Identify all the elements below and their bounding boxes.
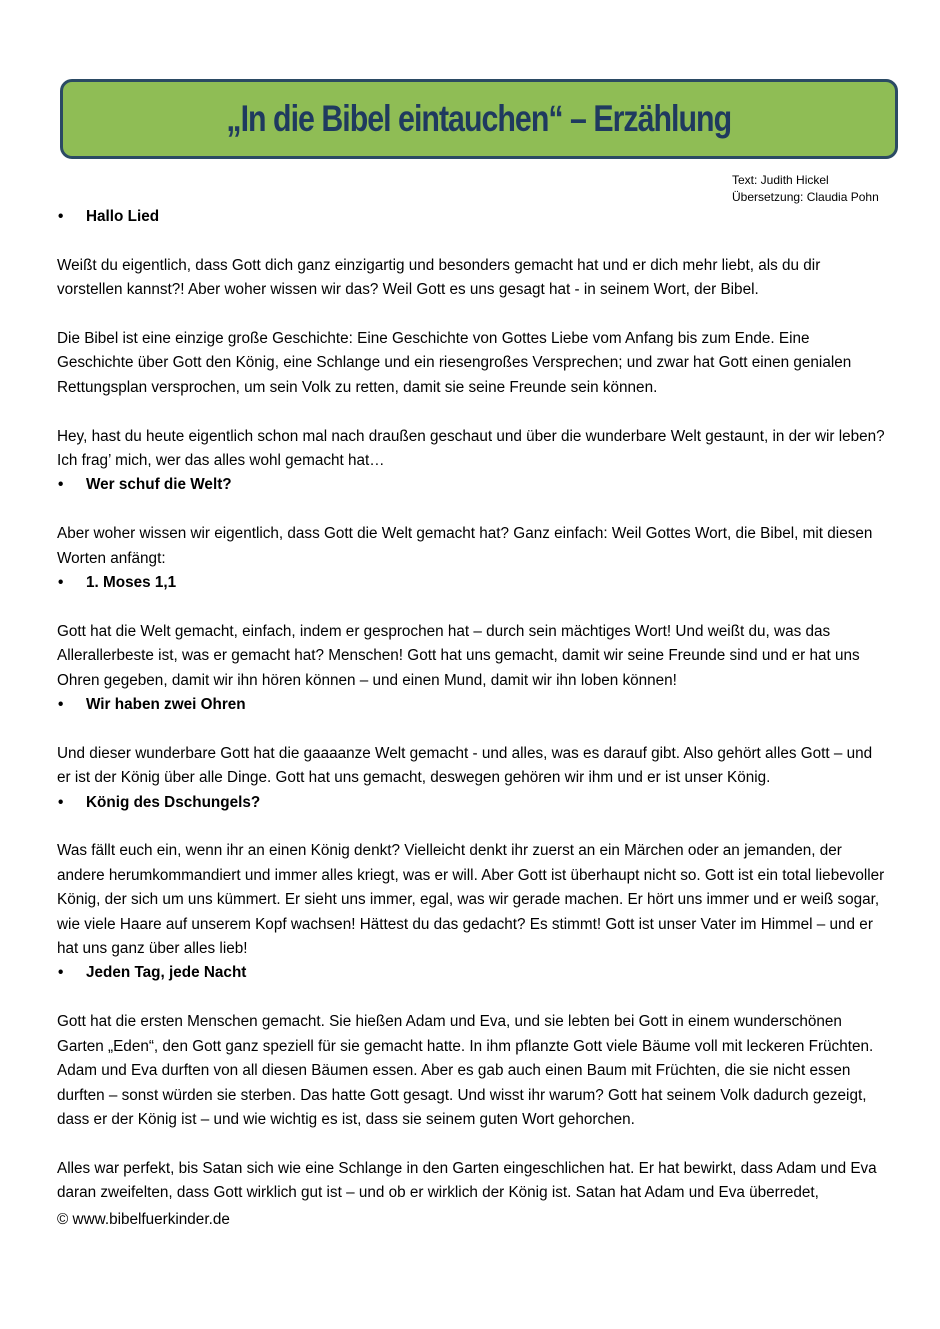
bullet-icon: • <box>58 793 64 811</box>
song-title: Hallo Lied <box>86 208 160 225</box>
song-item <box>57 473 887 497</box>
author-credit: Text: Judith Hickel <box>732 173 829 187</box>
credits <box>732 172 879 206</box>
song-item <box>57 205 887 229</box>
title-banner <box>60 79 898 159</box>
bullet-icon: • <box>58 696 64 714</box>
story-paragraph: Und dieser wunderbare Gott hat die gaaaanze Welt gemacht - und alles, was es darauf gibt. Also gehört alles Gott – und er ist der König über alle Dinge. Gott hat uns gemacht, deswegen gehören wir ihm und er ist unser König. <box>57 744 873 787</box>
copyright-footer: © www.bibelfuerkinder.de <box>57 1211 230 1228</box>
story-paragraph: Aber woher wissen wir eigentlich, dass Gott die Welt gemacht hat? Ganz einfach: Weil Gottes Wort, die Bibel, mit diesen Worten anfängt: <box>57 525 873 567</box>
bullet-icon: • <box>58 964 64 982</box>
song-item <box>57 693 887 717</box>
story-paragraph: Weißt du eigentlich, dass Gott dich ganz einzigartig und besonders gemacht hat und er dich mehr liebt, als du dir vorstellen kannst?! Aber woher wissen wir das? Weil Gott es uns gesagt hat - in seinem Wort, der Bibel. <box>57 256 821 299</box>
bullet-icon: • <box>58 208 64 225</box>
song-item <box>57 571 887 595</box>
page-title: „In die Bibel eintauchen“ – Erzählung <box>226 98 732 139</box>
story-body <box>57 205 887 1206</box>
translator-credit: Übersetzung: Claudia Pohn <box>732 190 879 204</box>
bullet-icon: • <box>58 476 64 494</box>
story-paragraph: Alles war perfekt, bis Satan sich wie eine Schlange in den Garten eingeschlichen hat. Er hat bewirkt, dass Adam und Eva daran zweifelten, dass Gott wirklich gut ist – und ob er wirklich der König ist. Satan hat Adam und Eva überredet, <box>57 1159 877 1202</box>
bullet-icon: • <box>58 574 64 592</box>
story-paragraph: Gott hat die Welt gemacht, einfach, indem er gesprochen hat – durch sein mächtiges Wort! Und weißt du, was das Allerallerbeste ist, was er gemacht hat? Menschen! Gott hat uns gemacht, damit wir seine Freunde sind und er hat uns Ohren gegeben, damit wir ihn hören können – und einen Mund, damit wir ihn loben können! <box>57 622 860 689</box>
song-item <box>57 961 887 985</box>
song-title: Wer schuf die Welt? <box>86 476 232 494</box>
song-title: Jeden Tag, jede Nacht <box>86 964 247 982</box>
song-item <box>57 791 887 815</box>
story-paragraph: Was fällt euch ein, wenn ihr an einen König denkt? Vielleicht denkt ihr zuerst an ein Märchen oder an jemanden, der andere herumkommandiert und immer alles kriegt, was er will. Aber Gott ist überhaupt nicht so. Gott ist ein total liebevoller König, der sich um uns kümmert. Er sieht uns immer, egal, was wir gerade machen. Er hört uns immer und er weiß sogar, wie viele Haare auf unserem Kopf wachsen! Hättest du das gedacht? Es stimmt! Gott ist unser Vater im Himmel – und er hat uns ganz über alles lieb! <box>57 842 885 958</box>
song-title: 1. Moses 1,1 <box>86 574 177 592</box>
story-paragraph: Gott hat die ersten Menschen gemacht. Sie hießen Adam und Eva, und sie lebten bei Gott in einem wunderschönen Garten „Eden“, den Gott ganz speziell für sie gemacht hatte. In ihm pflanzte Gott viele Bäume voll mit leckeren Früchten. Adam und Eva durften von all diesen Bäumen essen. Aber es gab auch einen Baum mit Früchten, die sie nicht essen durften – sonst würden sie sterben. Das hatte Gott gesagt. Und wisst ihr warum? Gott hat seinem Volk dadurch gezeigt, dass er der König ist – und wie wichtig es ist, dass sie seinem guten Wort gehorchen. <box>57 1013 874 1128</box>
story-paragraph: Hey, hast du heute eigentlich schon mal nach draußen geschaut und über die wunderbare Welt gestaunt, in der wir leben? Ich frag’ mich, wer das alles wohl gemacht hat… <box>57 427 885 470</box>
song-title: König des Dschungels? <box>86 793 261 811</box>
song-title: Wir haben zwei Ohren <box>86 696 246 714</box>
story-paragraph: Die Bibel ist eine einzige große Geschichte: Eine Geschichte von Gottes Liebe vom Anfang bis zum Ende. Eine Geschichte über Gott den König, eine Schlange und ein riesengroßes Versprechen; und zwar hat Gott einen genialen Rettungsplan versprochen, um sein Volk zu retten, damit sie seine Freunde sein können. <box>57 330 852 396</box>
